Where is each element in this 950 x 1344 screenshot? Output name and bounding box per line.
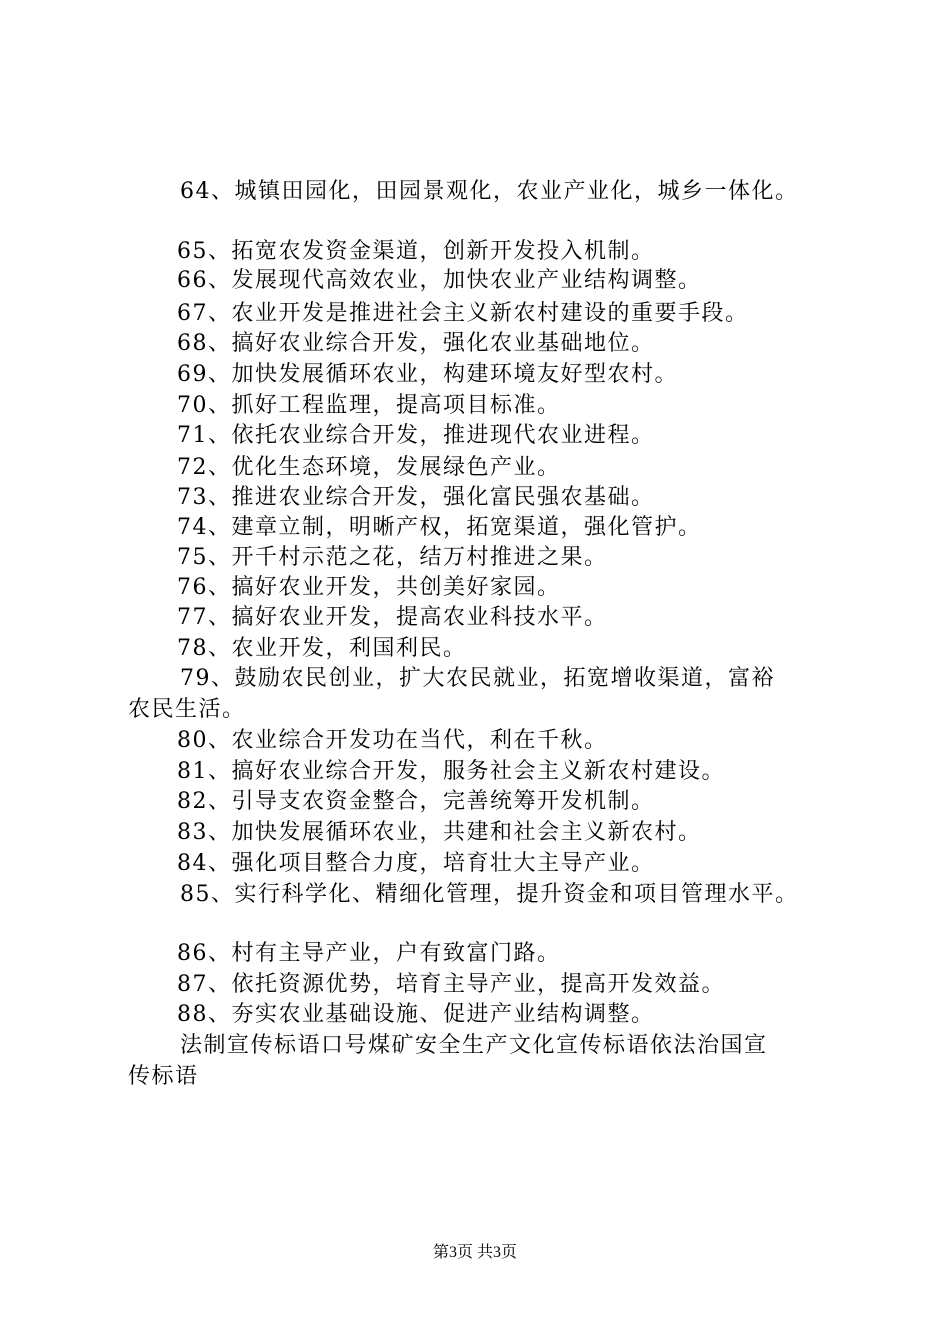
- slogan-item-continuation: 农民生活。: [128, 697, 246, 722]
- slogan-item: 70、抓好工程监理，提高项目标准。: [177, 393, 561, 418]
- slogan-item: 83、加快发展循环农业，共建和社会主义新农村。: [177, 820, 702, 845]
- slogan-item: 78、农业开发，利国利民。: [177, 636, 467, 661]
- slogan-item: 64、城镇田园化，田园景观化，农业产业化，城乡一体化。: [180, 179, 799, 204]
- related-links-text-continuation: 传标语: [128, 1064, 199, 1089]
- slogan-item: 86、村有主导产业，户有致富门路。: [177, 941, 561, 966]
- slogan-item: 85、实行科学化、精细化管理，提升资金和项目管理水平。: [180, 882, 799, 907]
- slogan-item: 67、农业开发是推进社会主义新农村建设的重要手段。: [177, 301, 749, 326]
- slogan-item: 81、搞好农业综合开发，服务社会主义新农村建设。: [177, 759, 725, 784]
- slogan-item: 79、鼓励农民创业，扩大农民就业，拓宽增收渠道，富裕: [180, 666, 775, 691]
- slogan-item: 84、强化项目整合力度，培育壮大主导产业。: [177, 851, 655, 876]
- related-links-text: 法制宣传标语口号煤矿安全生产文化宣传标语依法治国宣: [180, 1033, 768, 1058]
- slogan-item: 77、搞好农业开发，提高农业科技水平。: [177, 605, 608, 630]
- slogan-item: 65、拓宽农发资金渠道，创新开发投入机制。: [177, 239, 655, 264]
- slogan-item: 75、开千村示范之花，结万村推进之果。: [177, 545, 608, 570]
- slogan-item: 73、推进农业综合开发，强化富民强农基础。: [177, 485, 655, 510]
- slogan-item: 72、优化生态环境，发展绿色产业。: [177, 455, 561, 480]
- slogan-item: 76、搞好农业开发，共创美好家园。: [177, 575, 561, 600]
- page-number-footer: 第3页 共3页: [432, 1244, 517, 1261]
- slogan-item: 88、夯实农业基础设施、促进产业结构调整。: [177, 1002, 655, 1027]
- slogan-item: 66、发展现代高效农业，加快农业产业结构调整。: [177, 268, 702, 293]
- slogan-item: 82、引导支农资金整合，完善统筹开发机制。: [177, 789, 655, 814]
- slogan-item: 69、加快发展循环农业，构建环境友好型农村。: [177, 362, 678, 387]
- slogan-item: 71、依托农业综合开发，推进现代农业进程。: [177, 423, 655, 448]
- slogan-item: 74、建章立制，明晰产权，拓宽渠道，强化管护。: [177, 515, 702, 540]
- slogan-item: 80、农业综合开发功在当代，利在千秋。: [177, 728, 608, 753]
- slogan-item: 68、搞好农业综合开发，强化农业基础地位。: [177, 331, 655, 356]
- slogan-item: 87、依托资源优势，培育主导产业，提高开发效益。: [177, 972, 725, 997]
